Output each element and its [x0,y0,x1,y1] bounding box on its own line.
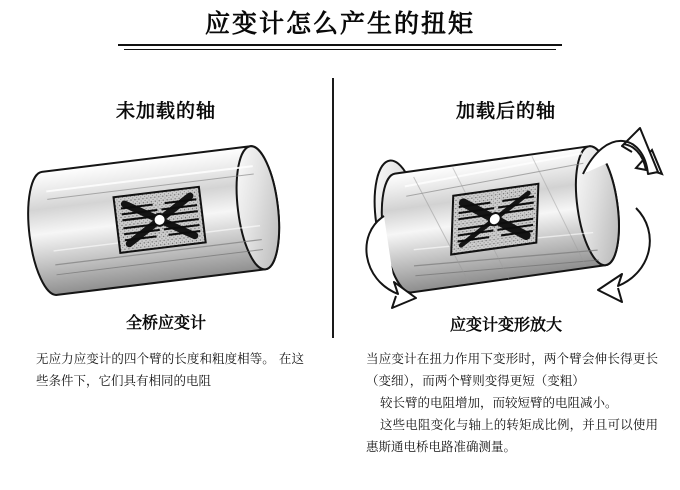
right-figure-caption: 应变计变形放大 [449,315,562,334]
right-paragraph-2: 较长臂的电阻增加，而较短臂的电阻减小。 [380,395,618,410]
shaft-cylinder [22,144,285,298]
loaded-shaft-figure [340,112,676,312]
strain-gauge-patch-deformed [451,184,538,255]
page-title: 应变计怎么产生的扭矩 [204,9,475,38]
left-paragraph-1: 无应力应变计的四个臂的长度和粗度相等。 在这些条件下，它们具有相同的电阻 [36,351,304,388]
strain-gauge-patch [114,187,206,253]
left-figure-caption: 全桥应变计 [125,313,206,332]
title-rule-bottom [124,49,556,50]
right-paragraph-1: 当应变计在扭力作用下变形时，两个臂会伸长得更长（变细），而两个臂则变得更短（变粗） [366,351,658,388]
right-paragraph-3: 这些电阻变化与轴上的转矩成比例，并且可以使用惠斯通电桥电路准确测量。 [366,417,658,454]
left-column-heading: 未加载的轴 [115,100,216,122]
right-body-text [366,348,658,458]
left-body-text [36,348,304,392]
unloaded-shaft-figure [8,120,328,310]
right-column-heading: 加载后的轴 [455,100,556,122]
title-rule-top [118,44,562,46]
